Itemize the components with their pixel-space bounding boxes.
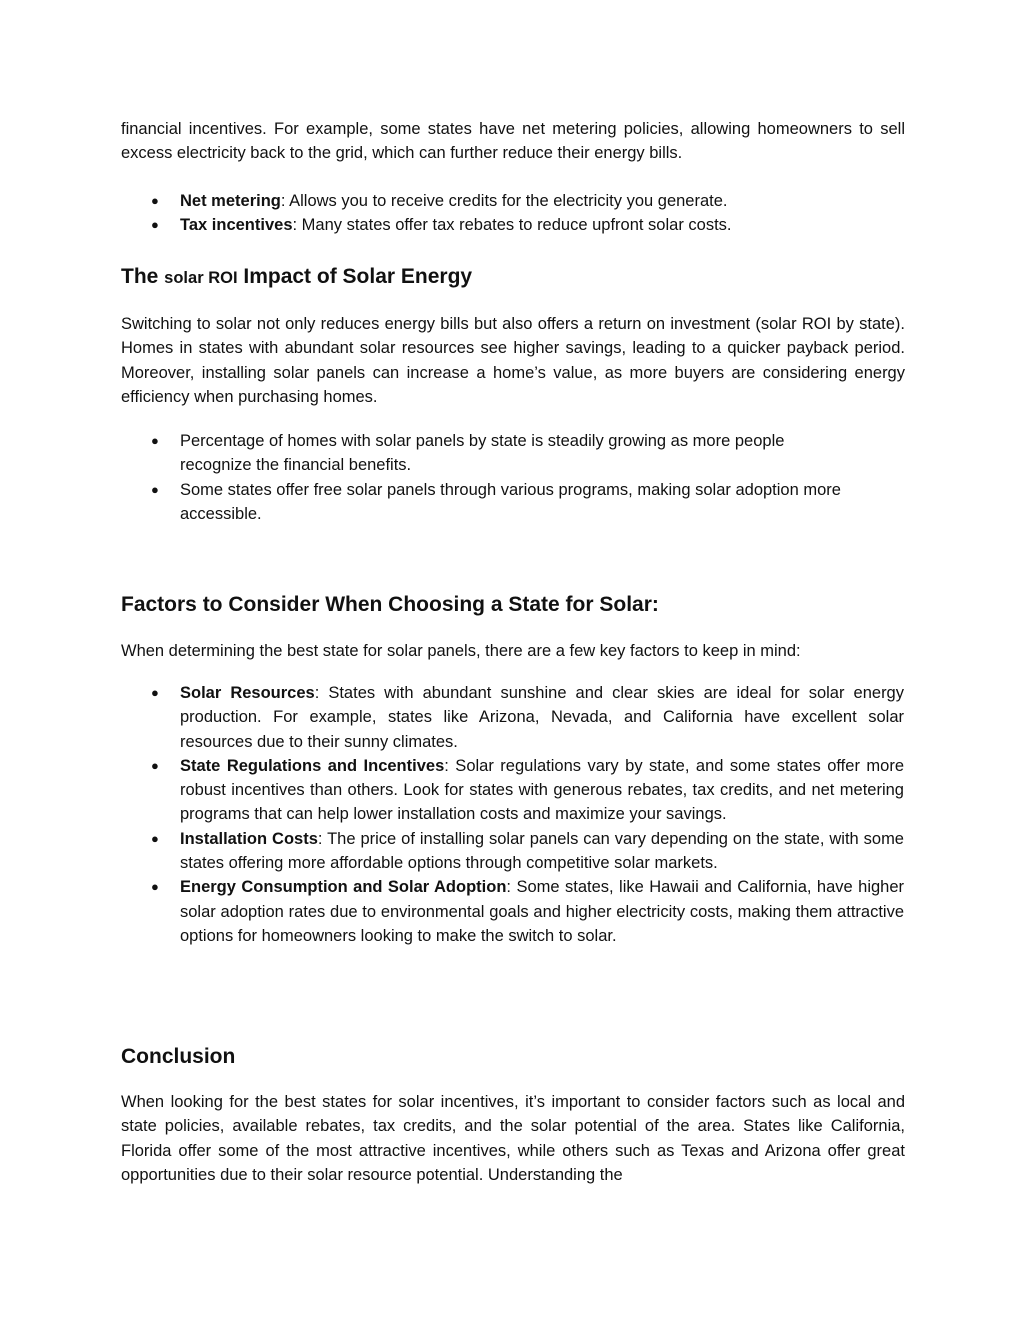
- heading-part: The: [121, 265, 165, 288]
- bullet-icon: ●: [151, 830, 159, 846]
- bullet-term: Solar Resources: [180, 684, 315, 702]
- bullet-term: Energy Consumption and Solar Adoption: [180, 878, 507, 897]
- bullet-text: : The price of installing solar panels can vary depending on the state, with some states offering more affordable options through competitive solar markets.: [180, 829, 904, 873]
- intro-paragraph: financial incentives. For example, some states have net metering policies, allowing homeowners to sell excess electricity back to the grid, which can further reduce their energy bills.: [121, 120, 905, 163]
- bullet-text: : Many states offer tax rebates to reduce upfront solar costs.: [292, 216, 732, 235]
- heading-part-small: solar ROI: [164, 269, 238, 287]
- conclusion-paragraph: When looking for the best states for solar incentives, it’s important to consider factors such as local and state policies, available rebates, tax credits, and the solar potential of the area. States like California, Florida offer some of the most attractive incentives, while others such as Texas and Arizona offer great opportunities due to their solar resource potential. Understanding the: [121, 1093, 905, 1184]
- bullet-icon: ●: [151, 685, 159, 700]
- bullet-text: : Solar regulations vary by state, and some states offer more robust incentives than others. Look for states with generous rebates, tax credits, and net metering programs that can help lower installation costs and maximize your savings.: [180, 756, 905, 824]
- list-item: [0, 875, 904, 948]
- bullet-term: Installation Costs: [180, 829, 318, 848]
- list-item: [0, 213, 904, 237]
- bullet-text: : Allows you to receive credits for the electricity you generate.: [280, 192, 728, 210]
- list-item: [0, 827, 904, 876]
- list-item: [0, 429, 860, 478]
- roi-paragraph: Switching to solar not only reduces energy bills but also offers a return on investment (solar ROI by state). Homes in states with abundant solar resources see higher savings, leading to a quicker payback period. Moreover, installing solar panels can increase a home’s value, as more buyers are considering energy efficiency when purchasing homes.: [121, 315, 905, 406]
- list-item: [0, 189, 904, 213]
- section-heading-roi: [121, 264, 472, 291]
- factors-paragraph: When determining the best state for solar panels, there are a few key factors to keep in mind:: [121, 642, 801, 660]
- incentives-list: [0, 189, 904, 238]
- bullet-term: Tax incentives: [180, 216, 293, 235]
- section-heading-factors: Factors to Consider When Choosing a State for Solar:: [121, 593, 659, 616]
- list-item: [0, 478, 880, 527]
- bullet-icon: ●: [151, 757, 159, 773]
- section-heading-conclusion: Conclusion: [121, 1045, 236, 1068]
- bullet-icon: ●: [151, 481, 159, 497]
- bullet-text: : States with abundant sunshine and clear skies are ideal for solar energy production. For example, states like Arizona, Nevada, and California have excellent solar resources due to their sunny climates.: [180, 684, 904, 751]
- bullet-icon: ●: [151, 193, 159, 208]
- bullet-text: : Some states, like Hawaii and California, have higher solar adoption rates due to environmental goals and higher electricity costs, making them attractive options for homeowners looking to make the switch to solar.: [180, 878, 905, 945]
- roi-list: [0, 429, 880, 526]
- list-item: [0, 754, 904, 827]
- bullet-icon: ●: [151, 433, 159, 448]
- factors-list: [0, 681, 904, 948]
- bullet-term: State Regulations and Incentives: [180, 756, 445, 775]
- heading-part: Impact of Solar Energy: [237, 265, 473, 288]
- bullet-term: Net metering: [180, 192, 281, 210]
- bullet-icon: ●: [151, 879, 159, 895]
- bullet-text: Some states offer free solar panels through various programs, making solar adoption more accessible.: [180, 480, 841, 523]
- list-item: [0, 681, 904, 754]
- bullet-icon: ●: [151, 217, 159, 233]
- bullet-text: Percentage of homes with solar panels by state is steadily growing as more people recognize the financial benefits.: [180, 432, 785, 475]
